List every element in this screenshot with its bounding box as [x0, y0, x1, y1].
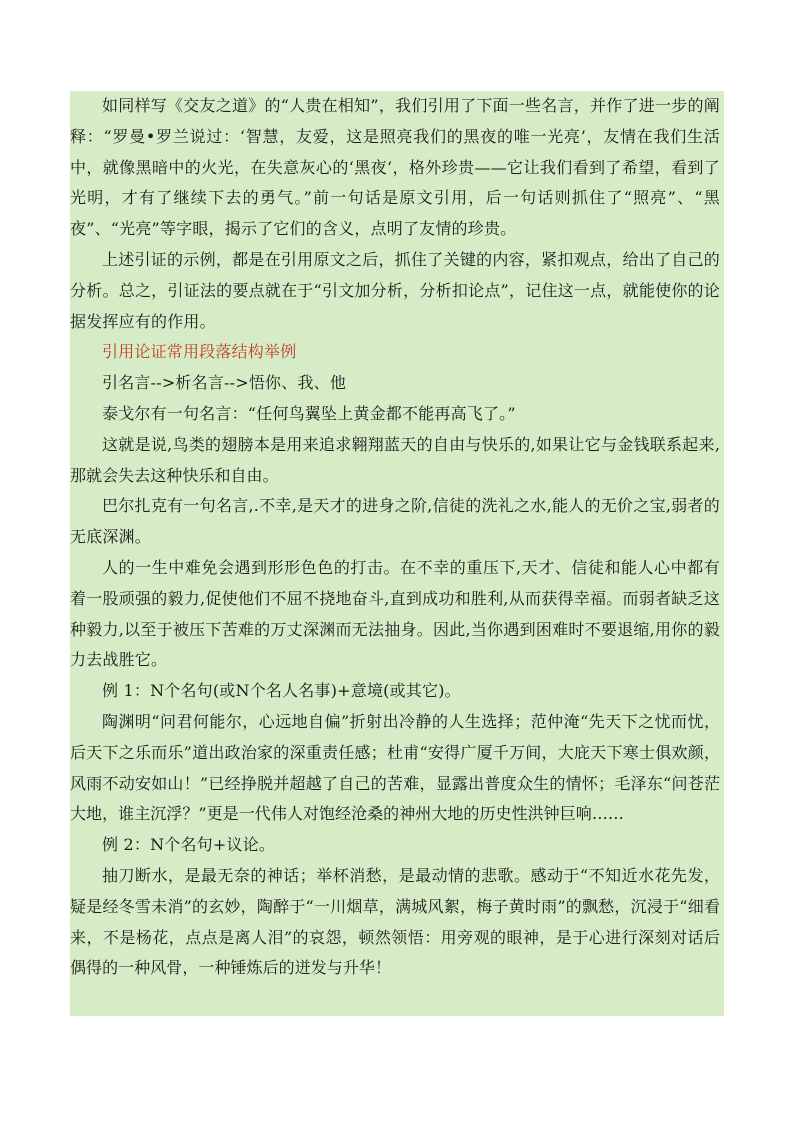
paragraph-example-1-body: 陶渊明“问君何能尔，心远地自偏”折射出冷静的人生选择；范仲淹“先天下之忧而忧，后天下之乐而乐”道出政治家的深重责任感；杜甫“安得广厦千万间，大庇天下寒士俱欢颜，风雨不动安如山！”已经挣脱并超越了自己的苦难，显露出普度众生的情怀；毛泽东“问苍茫大地，谁主沉浮？”更是一代伟人对饱经沧桑的神州大地的历史性洪钟巨响…… — [70, 711, 720, 824]
paragraph-structure: 引名言-->析名言-->悟你、我、他 — [102, 373, 347, 393]
paragraph-tagore-analysis: 这就是说,鸟类的翅膀本是用来追求翱翔蓝天的自由与快乐的,如果让它与金钱联系起来,那就会失去这种快乐和自由。 — [70, 434, 720, 485]
paragraph-tagore-quote: 泰戈尔有一句名言：“任何鸟翼坠上黄金都不能再高飞了。” — [102, 403, 516, 423]
paragraph-citation-summary: 上述引证的示例，都是在引用原文之后，抓住了关键的内容，紧扣观点，给出了自己的分析。总之，引证法的要点就在于“引文加分析，分析扣论点”，记住这一点，就能使你的论据发挥应有的作用。 — [70, 249, 720, 331]
paragraph-example-2-body: 抽刀断水，是最无奈的神话；举杯消愁，是最动情的悲歌。感动于“不知近水花先发，疑是经冬雪未消”的玄妙，陶醉于“一川烟草，满城风絮，梅子黄时雨”的飘愁，沉浸于“细看来，不是杨花，点点是离人泪”的哀怨，顿然领悟：用旁观的眼神，是于心进行深刻对话后偶得的一种风骨，一种锤炼后的迸发与升华！ — [70, 865, 720, 978]
paragraph-example-1-label: 例 1：N个名句(或N个名人名事)+意境(或其它)。 — [102, 681, 461, 701]
paragraph-example-2-label: 例 2：N个名句+议论。 — [102, 835, 276, 855]
section-heading: 引用论证常用段落结构举例 — [102, 342, 297, 362]
paragraph-balzac-quote: 巴尔扎克有一句名言,.不幸,是天才的进身之阶,信徒的洗礼之水,能人的无价之宝,弱者的无底深渊。 — [70, 496, 720, 547]
text-block — [70, 91, 724, 1016]
paragraph-friendship-quote: 如同样写《交友之道》的“人贵在相知”，我们引用了下面一些名言，并作了进一步的阐释：“罗曼•罗兰说过：‘智慧，友爱，这是照亮我们的黑夜的唯一光亮’，友情在我们生活中，就像黑暗中的火光，在失意灰心的‘黑夜‘，格外珍贵——它让我们看到了希望，看到了光明，才有了继续下去的勇气。”前一句话是原文引用，后一句话则抓住了“照亮”、“黑夜”、“光亮”等字眼，揭示了它们的含义，点明了友情的珍贵。 — [70, 96, 720, 239]
paragraph-balzac-analysis: 人的一生中难免会遇到形形色色的打击。在不幸的重压下,天才、信徒和能人心中都有着一股顽强的毅力,促使他们不屈不挠地奋斗,直到成功和胜利,从而获得幸福。而弱者缺乏这种毅力,以至于被压下苦难的万丈深渊而无法抽身。因此,当你遇到困难时不要退缩,用你的毅力去战胜它。 — [70, 557, 720, 670]
